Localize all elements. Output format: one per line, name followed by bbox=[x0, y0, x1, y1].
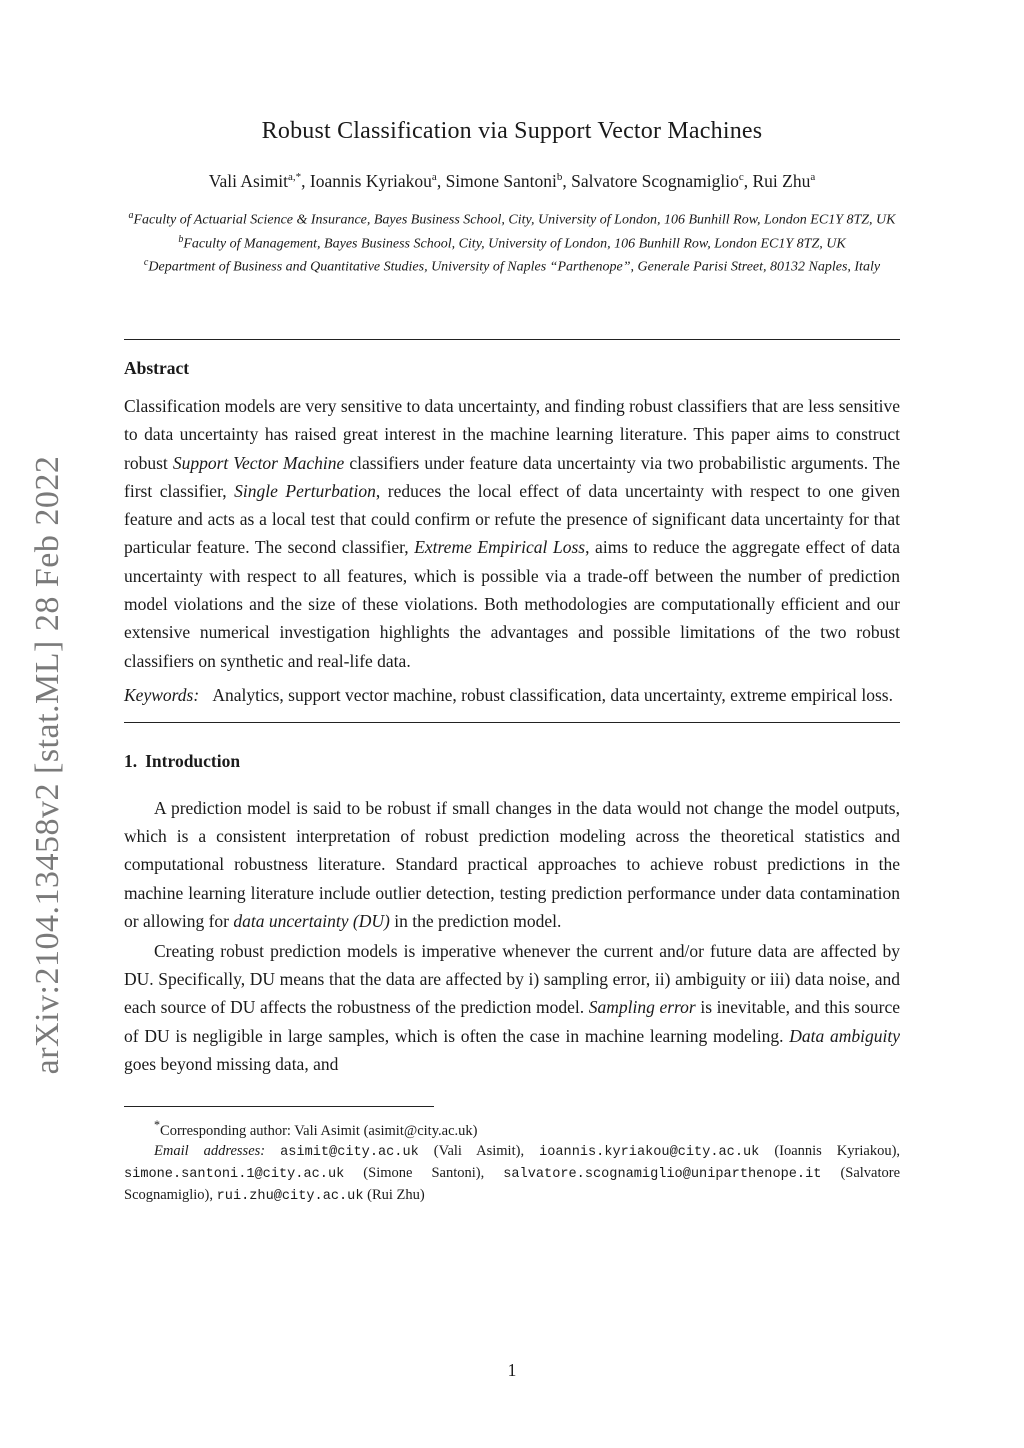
email-link[interactable]: ioannis.kyriakou@city.ac.uk bbox=[539, 1144, 760, 1160]
section-number: 1. bbox=[124, 750, 138, 771]
arxiv-identifier: arXiv:2104.13458v2 [stat.ML] 28 Feb 2022 bbox=[29, 455, 66, 1075]
abstract-text-part: , aims to reduce the aggregate effect of data uncertainty with respect to all features, which is possible via a trade-off between the number of prediction model violations and the size of these violations. Both methodologies are computationally efficient and our extensive numerical investigation highlights the advantages and possible limitations of the two robust classifiers on synthetic and real-life data. bbox=[124, 537, 901, 671]
email-owner: (Ioannis Kyriakou), bbox=[774, 1142, 901, 1159]
author-name: Vali Asimit bbox=[208, 171, 289, 191]
email-addresses-note bbox=[124, 1141, 900, 1207]
corresponding-author-note bbox=[124, 1115, 900, 1141]
author-name: Simone Santoni bbox=[445, 171, 557, 191]
abstract-heading: Abstract bbox=[124, 357, 190, 378]
abstract-text-part: classifiers under feature data uncertainty via two probabilistic arguments. The first classifier, bbox=[124, 452, 901, 501]
author-name: Ioannis Kyriakou bbox=[309, 171, 432, 191]
email-link[interactable]: asimit@city.ac.uk bbox=[280, 1144, 419, 1160]
paragraph-text: in the prediction model. bbox=[389, 910, 562, 931]
abstract-bottom-rule bbox=[124, 722, 900, 723]
paragraph-emphasis: Data ambiguity bbox=[789, 1025, 900, 1046]
abstract-text bbox=[124, 392, 900, 675]
footnote-rule bbox=[124, 1106, 434, 1107]
affiliation bbox=[124, 253, 900, 277]
keywords-label: Keywords: bbox=[124, 684, 200, 705]
footnote-mark: * bbox=[154, 1117, 161, 1132]
keywords-text: Analytics, support vector machine, robust classification, data uncertainty, extreme empirical loss. bbox=[212, 684, 893, 705]
abstract-emphasis: Support Vector Machine bbox=[172, 452, 345, 473]
paragraph-emphasis: data uncertainty (DU) bbox=[233, 910, 390, 931]
email-owner: (Salvatore Scognamiglio), bbox=[124, 1164, 901, 1203]
footnotes bbox=[124, 1115, 900, 1207]
email-link[interactable]: rui.zhu@city.ac.uk bbox=[216, 1188, 364, 1204]
abstract-top-rule bbox=[124, 339, 900, 340]
paper-title: Robust Classification via Support Vector Machines bbox=[261, 118, 763, 144]
author-affil-mark: b bbox=[556, 171, 563, 184]
affiliation-text: Faculty of Actuarial Science & Insurance, Bayes Business School, City, University of London, 106 Bunhill Row, London EC1Y 8TZ, UK bbox=[133, 212, 896, 228]
email-link[interactable]: simone.santoni.1@city.ac.uk bbox=[124, 1166, 345, 1182]
affiliation-text: Faculty of Management, Bayes Business School, City, University of London, 106 Bunhill Row, London EC1Y 8TZ, UK bbox=[183, 236, 846, 252]
email-owner: (Rui Zhu) bbox=[367, 1186, 425, 1203]
intro-paragraph bbox=[124, 794, 900, 935]
author-affil-mark: a,* bbox=[288, 171, 302, 184]
paragraph-text: Creating robust prediction models is imperative whenever the current and/or future data are affected by DU. Specifically, DU means that the data are affected by i) sampling error, ii) ambiguity or iii) data noise, and each source of DU affects the robustness of the prediction model. bbox=[124, 940, 900, 1018]
intro-paragraph bbox=[124, 937, 900, 1078]
affiliation-text: Department of Business and Quantitative Studies, University of Naples “Parthenope”, Generale Parisi Street, 80132 Naples, Italy bbox=[148, 259, 881, 275]
email-link[interactable]: salvatore.scognamiglio@uniparthenope.it bbox=[503, 1166, 822, 1182]
section-title: Introduction bbox=[145, 750, 241, 771]
email-owner: (Simone Santoni), bbox=[363, 1164, 485, 1181]
section-heading bbox=[124, 751, 900, 772]
paragraph-text: A prediction model is said to be robust if small changes in the data would not change the model outputs, which is a consistent interpretation of robust prediction modeling across the theoretical statistics and computational robustness literature. Standard practical approaches to achieve robust predictions in the machine learning literature include outlier detection, testing prediction performance under data contamination or allowing for bbox=[124, 797, 900, 931]
affiliation-mark: b bbox=[178, 233, 184, 245]
paragraph-text: goes beyond missing data, and bbox=[124, 1053, 339, 1074]
paragraph-emphasis: Sampling error bbox=[588, 997, 696, 1018]
affiliation-list bbox=[124, 206, 900, 277]
abstract-emphasis: Extreme Empirical Loss bbox=[414, 537, 586, 558]
author-affil-mark: a bbox=[431, 171, 437, 184]
corresponding-author-text: Corresponding author: Vali Asimit (asimit@city.ac.uk) bbox=[160, 1122, 478, 1139]
email-owner: (Vali Asimit), bbox=[433, 1142, 525, 1159]
author-list: Vali Asimit$^{a,*}$, Ioannis Kyriakou$^a$, Simone Santoni$^b$, Salvatore Scognamiglio$^c$, Rui Zhu$^a$ bbox=[208, 171, 816, 191]
keywords bbox=[124, 681, 900, 709]
arxiv-sidebar bbox=[18, 440, 78, 1090]
page-number: 1 bbox=[507, 1360, 517, 1380]
email-label: Email addresses: bbox=[154, 1142, 266, 1159]
author-name: Salvatore Scognamiglio bbox=[571, 171, 739, 191]
abstract-text-part: , reduces the local effect of data uncertainty with respect to one given feature and acts as a local test that could confirm or refute the presence of significant data uncertainty for that particular feature. The second classifier, bbox=[124, 480, 901, 558]
affiliation-mark: a bbox=[128, 210, 134, 221]
paper-page bbox=[124, 118, 900, 1207]
abstract-text-part: Classification models are very sensitive to data uncertainty, and finding robust classifiers that are less sensitive to data uncertainty has raised great interest in the machine learning literature. This paper aims to construct robust bbox=[124, 395, 900, 473]
affiliation bbox=[124, 206, 900, 230]
affiliation bbox=[124, 230, 900, 254]
author-affil-mark: c bbox=[738, 171, 744, 184]
author-name: Rui Zhu bbox=[752, 171, 811, 191]
paragraph-text: is inevitable, and this source of DU is negligible in large samples, which is often the case in machine learning modeling. bbox=[124, 997, 900, 1046]
abstract-emphasis: Single Perturbation bbox=[234, 480, 376, 501]
author-affil-mark: a bbox=[810, 171, 816, 184]
affiliation-mark: c bbox=[143, 257, 149, 269]
